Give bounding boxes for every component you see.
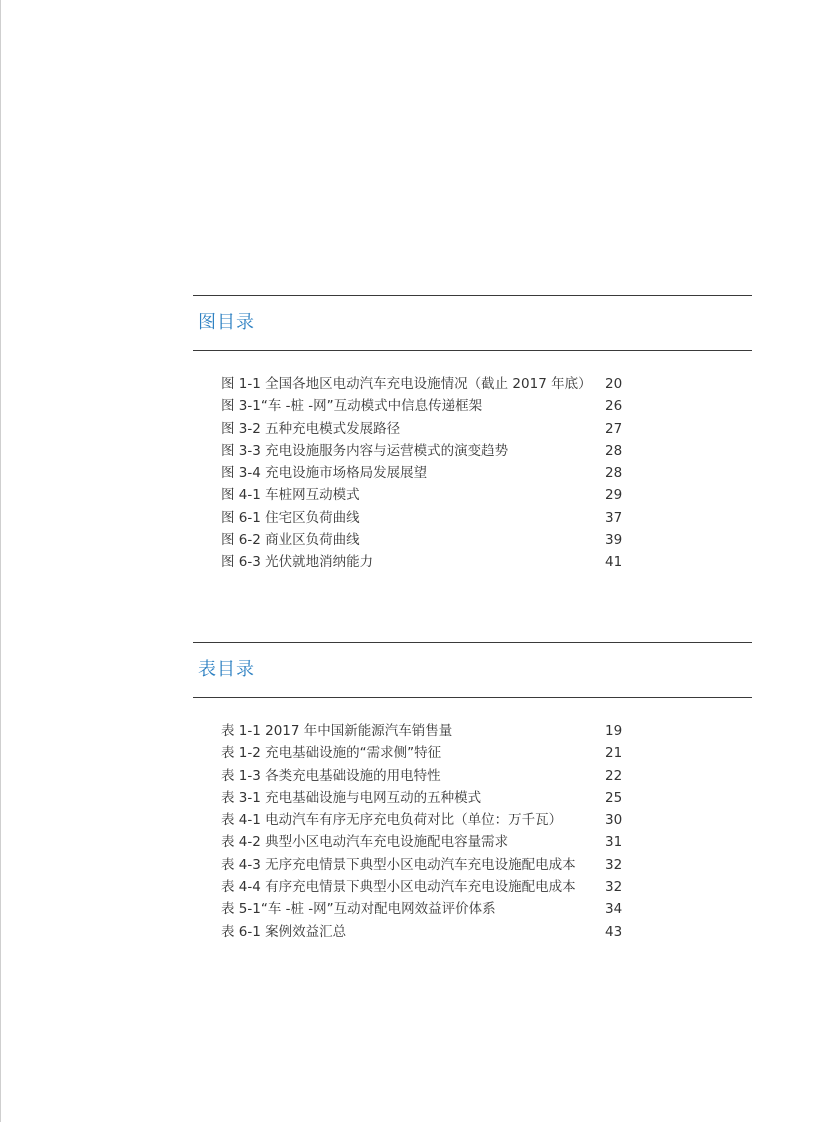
entry-page-number: 22 — [605, 767, 623, 784]
entry-label: 图 6-3 光伏就地消纳能力 — [221, 554, 374, 571]
figure-entries — [193, 373, 752, 574]
entry-label: 表 4-1 电动汽车有序无序充电负荷对比（单位：万千瓦） — [221, 812, 563, 829]
entry-label: 表 6-1 案例效益汇总 — [221, 923, 347, 940]
entry-label: 表 1-1 2017 年中国新能源汽车销售量 — [221, 723, 453, 739]
toc-entry[interactable] — [193, 742, 752, 764]
entry-label: 表 1-3 各类充电基础设施的用电特性 — [221, 767, 441, 784]
entry-label: 图 6-2 商业区负荷曲线 — [221, 532, 360, 549]
entry-label: 表 5-1“车 -桩 -网”互动对配电网效益评价体系 — [221, 901, 496, 918]
toc-entry[interactable] — [193, 440, 752, 462]
section-title: 图目录 — [198, 312, 255, 333]
entry-label: 图 3-3 充电设施服务内容与运营模式的演变趋势 — [221, 442, 509, 459]
entry-label: 图 6-1 住宅区负荷曲线 — [221, 509, 360, 526]
entry-label: 表 4-3 无序充电情景下典型小区电动汽车充电设施配电成本 — [221, 856, 576, 873]
toc-entry[interactable] — [193, 809, 752, 831]
entry-page-number: 27 — [605, 420, 623, 437]
toc-entry[interactable] — [193, 921, 752, 943]
entry-label: 表 3-1 充电基础设施与电网互动的五种模式 — [221, 789, 482, 806]
entry-label: 图 1-1 全国各地区电动汽车充电设施情况（截止 2017 年底） — [221, 376, 592, 392]
list-of-tables — [193, 642, 752, 940]
entry-page-number: 25 — [605, 789, 623, 806]
entry-page-number: 34 — [605, 901, 623, 918]
table-entries — [193, 720, 752, 943]
entry-page-number: 32 — [605, 879, 623, 896]
entry-label: 表 4-4 有序充电情景下典型小区电动汽车充电设施配电成本 — [221, 879, 576, 896]
toc-entry[interactable] — [193, 529, 752, 551]
entry-page-number: 30 — [605, 812, 623, 829]
entry-page-number: 26 — [605, 398, 623, 415]
entry-label: 表 4-2 典型小区电动汽车充电设施配电容量需求 — [221, 834, 509, 851]
toc-entry[interactable] — [193, 854, 752, 876]
page-left-edge — [0, 0, 1, 1122]
toc-entry[interactable] — [193, 462, 752, 484]
entry-page-number: 28 — [605, 465, 623, 482]
toc-entry[interactable] — [193, 765, 752, 787]
entry-page-number: 39 — [605, 532, 623, 549]
toc-entry[interactable] — [193, 484, 752, 506]
toc-entry[interactable] — [193, 831, 752, 853]
entry-label: 图 3-2 五种充电模式发展路径 — [221, 420, 401, 437]
entry-page-number: 41 — [605, 554, 623, 571]
section-title: 表目录 — [198, 659, 255, 680]
entry-page-number: 21 — [605, 745, 623, 762]
toc-entry[interactable] — [193, 720, 752, 742]
entry-page-number: 31 — [605, 834, 623, 851]
bottom-rule — [193, 697, 752, 698]
entry-page-number: 32 — [605, 856, 623, 873]
entry-page-number: 19 — [605, 723, 623, 739]
entry-label: 表 1-2 充电基础设施的“需求侧”特征 — [221, 745, 442, 762]
toc-entry[interactable] — [193, 395, 752, 417]
list-of-figures — [193, 295, 752, 571]
toc-entry[interactable] — [193, 373, 752, 395]
toc-entry[interactable] — [193, 898, 752, 920]
toc-entry[interactable] — [193, 876, 752, 898]
entry-page-number: 43 — [605, 923, 623, 940]
entry-page-number: 20 — [605, 376, 623, 392]
toc-entry[interactable] — [193, 551, 752, 573]
entry-label: 图 4-1 车桩网互动模式 — [221, 487, 360, 504]
bottom-rule — [193, 350, 752, 351]
entry-page-number: 37 — [605, 509, 623, 526]
toc-entry[interactable] — [193, 787, 752, 809]
entry-label: 图 3-1“车 -桩 -网”互动模式中信息传递框架 — [221, 398, 483, 415]
entry-label: 图 3-4 充电设施市场格局发展展望 — [221, 465, 428, 482]
entry-page-number: 28 — [605, 442, 623, 459]
toc-entry[interactable] — [193, 507, 752, 529]
entry-page-number: 29 — [605, 487, 623, 504]
toc-entry[interactable] — [193, 418, 752, 440]
